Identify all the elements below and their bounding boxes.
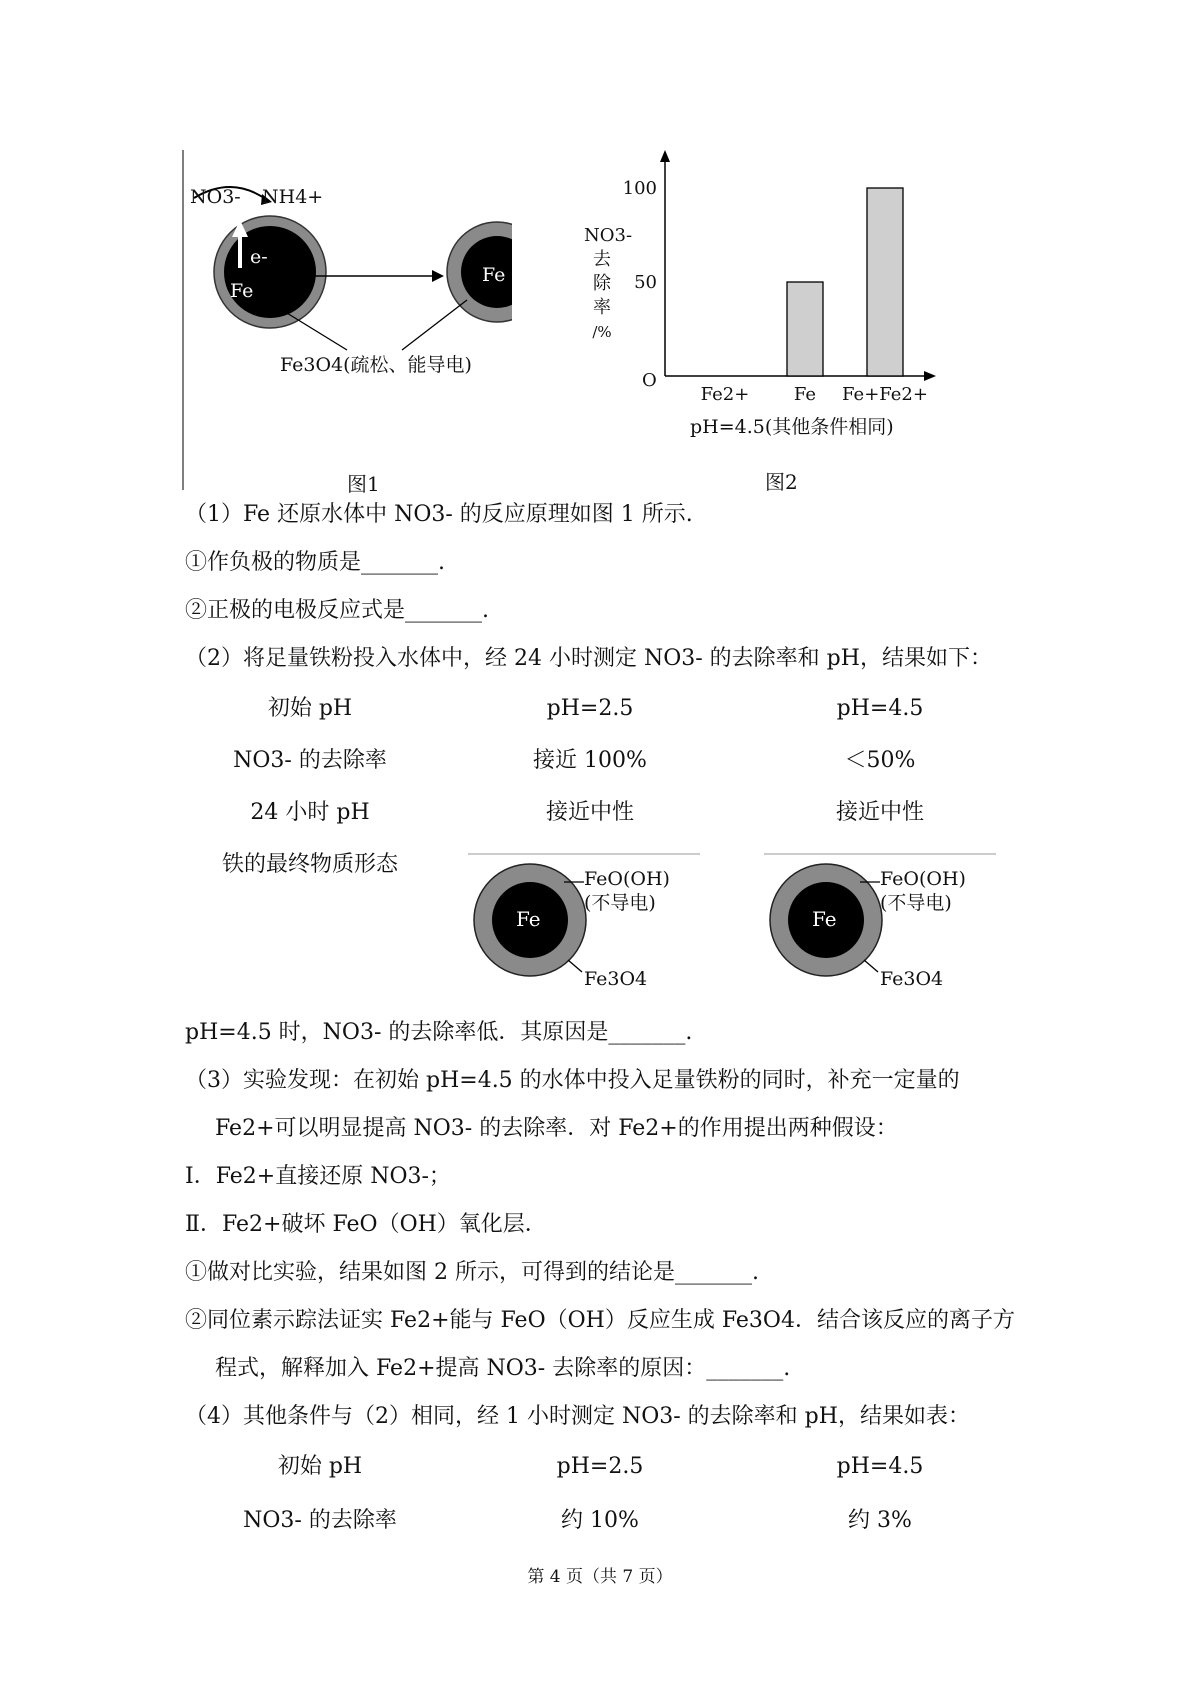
table-cell: pH=2.5 [546, 696, 634, 721]
particle-diagram-ph25 [468, 852, 718, 992]
y-label-line: /% [592, 323, 612, 341]
q2-after: pH=4.5 时，NO3- 的去除率低．其原因是_______. [185, 1020, 693, 1045]
table-cell: 接近中性 [835, 800, 924, 825]
q1-a: ①作负极的物质是_______. [185, 550, 445, 575]
x-tick-label: Fe [793, 384, 817, 405]
bar-2 [867, 188, 903, 376]
particle-inner-label: Fe3O4 [880, 968, 944, 990]
fe3o4-label: Fe3O4(疏松、能导电) [280, 354, 472, 376]
no3-label: NO3- [190, 186, 241, 208]
q4-intro: （4）其他条件与（2）相同，经 1 小时测定 NO3- 的去除率和 pH，结果如表： [185, 1404, 970, 1429]
figure-2 [584, 148, 950, 494]
x-tick-label: Fe+Fe2+ [842, 384, 928, 405]
condition-label: pH=4.5(其他条件相同) [690, 416, 894, 438]
particle-layer-note: (不导电) [880, 892, 952, 914]
electron-label: e- [250, 246, 268, 268]
fe-core-right-label: Fe [482, 264, 506, 286]
nh4-label: NH4+ [262, 186, 324, 208]
y-label-line: 率 [593, 297, 611, 318]
q3-b-1: ②同位素示踪法证实 Fe2+能与 FeO（OH）反应生成 Fe3O4．结合该反应的离子方 [185, 1308, 1015, 1333]
table-cell: 约 10% [561, 1508, 639, 1533]
y-label-line: 除 [593, 273, 611, 294]
table-cell: pH=4.5 [836, 1454, 924, 1479]
q1-b: ②正极的电极反应式是_______. [185, 598, 489, 623]
table-cell: 初始 pH [277, 1454, 363, 1479]
figure-1 [182, 150, 512, 496]
q3-a: ①做对比实验，结果如图 2 所示，可得到的结论是_______. [185, 1260, 759, 1285]
particle-core-label: Fe [516, 907, 541, 931]
particle-layer-note: (不导电) [584, 892, 656, 914]
q3-b-2: 程式，解释加入 Fe2+提高 NO3- 去除率的原因：_______. [215, 1356, 791, 1381]
y-label-line: NO3- [584, 225, 633, 246]
table-cell: NO3- 的去除率 [243, 1508, 397, 1533]
particle-diagram-ph45 [764, 852, 1014, 992]
fe-core-left-label: Fe [230, 280, 254, 302]
y-axis-label [584, 224, 633, 344]
figure-2-caption: 图2 [765, 470, 798, 494]
table-cell: ＜50% [844, 748, 916, 773]
q2-intro: （2）将足量铁粉投入水体中，经 24 小时测定 NO3- 的去除率和 pH，结果如下： [185, 646, 992, 671]
table-cell: 接近中性 [545, 800, 634, 825]
particle-inner-label: Fe3O4 [584, 968, 648, 990]
q3-hypothesis-2: Ⅱ．Fe2+破坏 FeO（OH）氧化层． [185, 1212, 547, 1237]
q3-hypothesis-1: Ⅰ．Fe2+直接还原 NO3-； [185, 1164, 451, 1189]
q3-intro-1: （3）实验发现：在初始 pH=4.5 的水体中投入足量铁粉的同时，补充一定量的 [185, 1068, 960, 1093]
table-cell: pH=4.5 [836, 696, 924, 721]
table-cell: 初始 pH [267, 696, 353, 721]
table-cell: pH=2.5 [556, 1454, 644, 1479]
y-tick-label: 100 [622, 178, 657, 199]
figure-1-caption: 图1 [347, 472, 380, 496]
origin-label: O [642, 370, 657, 391]
table-cell: 接近 100% [533, 748, 647, 773]
particle-core-label: Fe [812, 907, 837, 931]
table-cell: NO3- 的去除率 [233, 748, 387, 773]
particle-layer-label: FeO(OH) [880, 868, 966, 890]
y-label-line: 去 [593, 249, 611, 270]
q1-intro: （1）Fe 还原水体中 NO3- 的反应原理如图 1 所示. [185, 502, 693, 527]
table-cell: 24 小时 pH [250, 800, 370, 825]
y-tick-label: 50 [634, 272, 657, 293]
table-cell: 铁的最终物质形态 [221, 852, 398, 877]
table-cell: 约 3% [848, 1508, 912, 1533]
x-tick-label: Fe2+ [700, 384, 750, 405]
page-footer: 第 4 页（共 7 页） [527, 1567, 673, 1587]
bar-1 [787, 282, 823, 376]
particle-layer-label: FeO(OH) [584, 868, 670, 890]
q3-intro-2: Fe2+可以明显提高 NO3- 的去除率．对 Fe2+的作用提出两种假设： [215, 1116, 898, 1141]
